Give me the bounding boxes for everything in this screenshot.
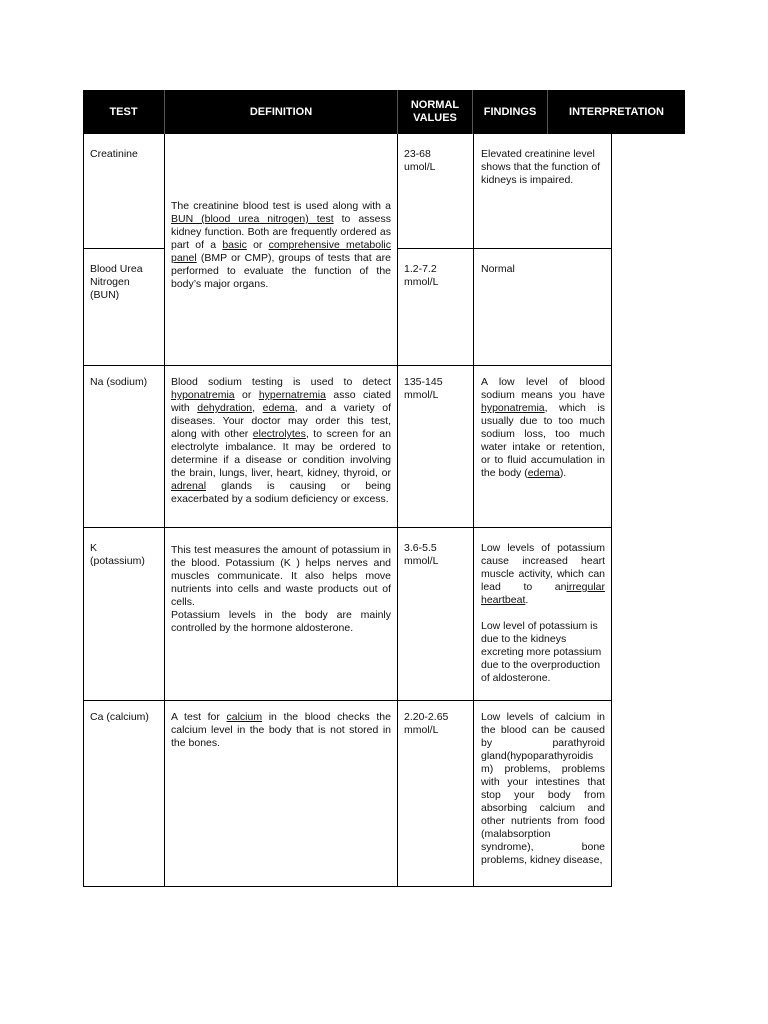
definition-text: (BMP or CMP), groups of tests that are performed to evaluate the function of the body’s major organs. (171, 252, 391, 290)
header-definition: DEFINITION (249, 105, 313, 118)
potassium-values-line2: mmol/L (404, 555, 439, 567)
column-divider (397, 134, 398, 887)
sodium-definition (171, 376, 391, 506)
header-test: TEST (109, 105, 138, 118)
header-normal-values-line2: VALUES (413, 112, 457, 124)
bun-test-name (90, 263, 160, 302)
potassium-findings-p2: Low level of potassium is due to the kidneys excreting more potassium due to the overproduction of aldosterone. (481, 620, 602, 684)
definition-text: or (234, 389, 259, 401)
potassium-values-line1: 3.6-5.5 (404, 542, 437, 554)
findings-text: , which is usually due to too much sodium loss, too much water intake or retention, or to fluid accumulation in the body ( (481, 402, 605, 479)
irregular-heartbeat-link[interactable]: irregular heartbeat (481, 581, 605, 606)
calcium-findings: Low levels of calcium in the blood can be caused by parathyroid gland(hypoparathyroidis m) problems, problems with your intestines that stop your body from absorbing calcium and other nutrients from food (malabsorption syndrome), bone problems, kidney disease, (481, 711, 605, 866)
definition-text: in the blood checks the calcium level in the body that is not stored in the bones. (171, 711, 391, 749)
potassium-test-name (90, 542, 162, 568)
creatinine-values-line2: umol/L (404, 161, 436, 173)
table-border-left (83, 134, 84, 887)
potassium-findings-p1 (481, 542, 605, 607)
definition-text: , and a variety of diseases. Your doctor may order this test, along with other (171, 402, 391, 440)
definition-text: , to screen for an electrolyte imbalance. It may be ordered to determine if a disease or condition involving the brain, lungs, liver, heart, kidney, thyroid, or (171, 428, 391, 479)
calcium-values-line1: 2.20-2.65 (404, 711, 449, 723)
header-interpretation: INTERPRETATION (569, 105, 664, 118)
definition-text: to assess kidney function. Both are frequently ordered as part of a (171, 213, 391, 251)
bun-findings: Normal (481, 263, 515, 275)
findings-text: Low levels of potassium cause increased heart muscle activity, which can lead to an (481, 542, 605, 593)
calcium-test-name: Ca (calcium) (90, 711, 149, 723)
comprehensive-panel-link[interactable]: comprehensive metabolic panel (171, 239, 391, 264)
creatinine-values-line1: 23-68 (404, 148, 431, 160)
row-divider (397, 248, 612, 249)
creatinine-normal-values (404, 148, 470, 174)
sodium-values-line2: mmol/L (404, 389, 439, 401)
header-normal-values (398, 90, 472, 134)
dehydration-link[interactable]: dehydration (197, 402, 253, 414)
header-normal-values-line1: NORMAL (410, 99, 460, 111)
bun-test-line2: Nitrogen (90, 276, 130, 288)
sodium-test-name: Na (sodium) (90, 376, 148, 388)
calcium-normal-values (404, 711, 470, 737)
hyponatremia-link[interactable]: hyponatremia (481, 402, 545, 414)
calcium-definition (171, 711, 391, 750)
basic-panel-link[interactable]: basic (222, 239, 247, 251)
bun-test-link[interactable]: BUN (blood urea nitrogen) test (171, 213, 334, 225)
row-divider (83, 248, 165, 249)
edema-link[interactable]: edema (527, 467, 560, 479)
kidney-function-definition (171, 200, 391, 291)
definition-text: or (246, 239, 269, 251)
bun-values-line1: 1.2-7.2 (404, 263, 437, 275)
findings-text: ). (559, 467, 567, 479)
table-header (83, 90, 685, 134)
hyponatremia-link[interactable]: hyponatremia (171, 389, 235, 401)
creatinine-test-name: Creatinine (90, 148, 138, 160)
potassium-definition (171, 544, 391, 635)
definition-text: A test for (171, 711, 227, 723)
bun-normal-values (404, 263, 470, 289)
sodium-normal-values (404, 376, 470, 402)
bun-test-line1: Blood Urea (90, 263, 143, 275)
edema-link[interactable]: edema (262, 402, 295, 414)
sodium-findings (481, 376, 605, 480)
definition-text: The creatinine blood test is used along with a (171, 200, 391, 212)
findings-text: A low level of blood sodium means you have (481, 376, 605, 401)
row-divider (83, 365, 612, 366)
calcium-link[interactable]: calcium (226, 711, 263, 723)
definition-text: asso ciated with (171, 389, 391, 414)
findings-text: . (525, 594, 529, 606)
electrolytes-link[interactable]: electrolytes (252, 428, 306, 440)
definition-text: , (252, 402, 263, 414)
table-border-right (611, 134, 612, 887)
bun-test-line3: (BUN) (90, 289, 120, 301)
header-findings: FINDINGS (483, 105, 537, 118)
column-divider (473, 134, 474, 887)
table-border-bottom (83, 886, 612, 887)
creatinine-findings: Elevated creatinine level shows that the function of kidneys is impaired. (481, 148, 601, 186)
adrenal-link[interactable]: adrenal (171, 480, 207, 492)
potassium-definition-p1: This test measures the amount of potassium in the blood. Potassium (K ) helps nerves and muscles communicate. It also helps move nutrients into cells and waste products out of cells. (171, 544, 391, 608)
potassium-definition-p2: Potassium levels in the body are mainly controlled by the hormone aldosterone. (171, 609, 391, 634)
potassium-test-line1: K (90, 542, 98, 554)
row-divider (83, 527, 612, 528)
sodium-values-line1: 135-145 (404, 376, 443, 388)
column-divider (164, 134, 165, 887)
calcium-values-line2: mmol/L (404, 724, 439, 736)
potassium-test-line2: (potassium) (90, 555, 145, 567)
potassium-findings (481, 542, 605, 685)
row-divider (83, 700, 612, 701)
definition-text: glands is causing or being exacerbated by a sodium deficiency or excess. (171, 480, 391, 505)
bun-values-line2: mmol/L (404, 276, 439, 288)
hypernatremia-link[interactable]: hypernatremia (258, 389, 326, 401)
definition-text: Blood sodium testing is used to detect (171, 376, 391, 388)
potassium-normal-values (404, 542, 470, 568)
